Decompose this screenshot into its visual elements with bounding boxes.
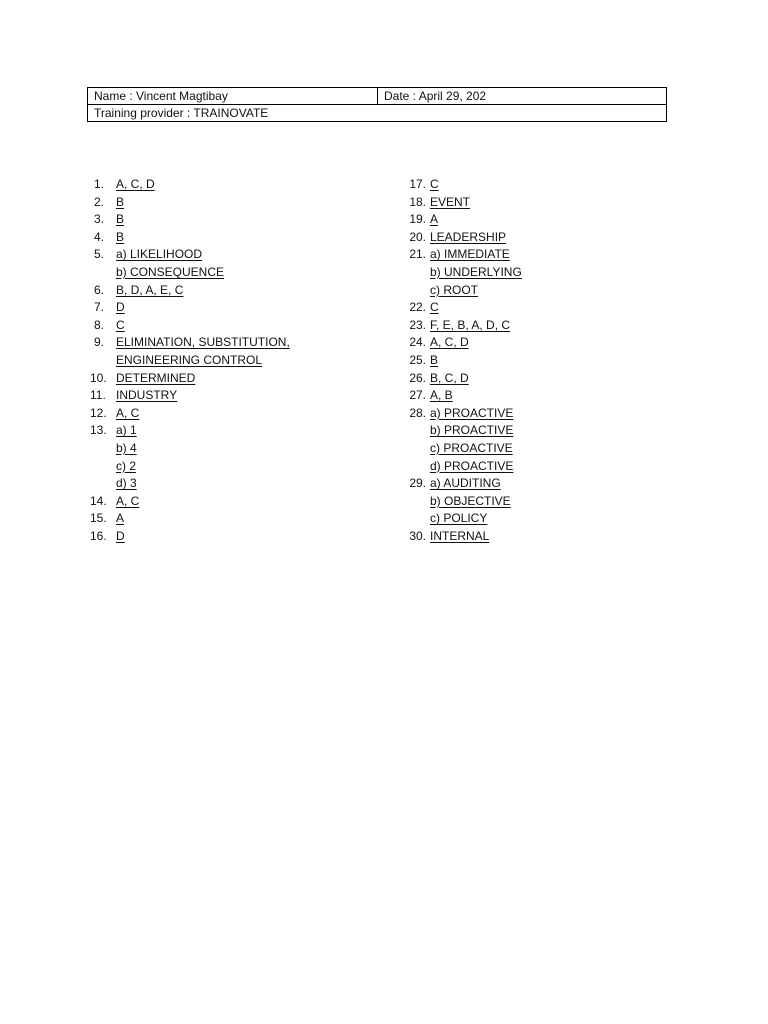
- answer-line: [430, 317, 510, 335]
- answer-line: [116, 352, 290, 370]
- answer-text: B, D, A, E, C: [116, 282, 184, 297]
- answer-line: [430, 458, 513, 476]
- answer-item: [404, 528, 522, 546]
- answer-line: [430, 264, 522, 282]
- answer-text: A, C: [116, 493, 140, 508]
- answer-text: INTERNAL: [430, 528, 490, 543]
- answer-lines: [116, 370, 195, 388]
- answer-line: [430, 334, 469, 352]
- answer-item: [404, 475, 522, 528]
- answer-number: 2.: [93, 194, 104, 209]
- answer-line: [430, 440, 513, 458]
- answer-lines: [116, 405, 139, 423]
- answer-text: B: [116, 194, 125, 209]
- answer-text: a) AUDITING: [430, 476, 501, 491]
- answer-lines: [430, 194, 470, 212]
- answer-text: b) UNDERLYING: [430, 264, 522, 279]
- answer-item: [90, 510, 290, 528]
- answer-lines: [116, 422, 137, 492]
- answer-line: [116, 176, 155, 194]
- answer-line: [116, 440, 137, 458]
- answer-text: c) ROOT: [430, 282, 478, 297]
- answer-text: a) 1: [116, 423, 137, 438]
- answer-number: 25.: [409, 352, 426, 367]
- answer-number: 26.: [409, 370, 426, 385]
- answer-text: B: [116, 229, 125, 244]
- answer-line: [116, 405, 139, 423]
- answer-item: [404, 246, 522, 299]
- answer-text: INDUSTRY: [116, 388, 178, 403]
- answer-line: [116, 264, 224, 282]
- answer-text: b) OBJECTIVE: [430, 493, 511, 508]
- answer-line: [430, 475, 511, 493]
- answer-number: 20.: [409, 229, 426, 244]
- answer-lines: [430, 246, 522, 299]
- answer-number: 8.: [93, 317, 104, 332]
- answer-text: EVENT: [430, 194, 471, 209]
- answer-line: [430, 422, 513, 440]
- answer-item: [404, 299, 522, 317]
- answer-number: 4.: [93, 229, 104, 244]
- answer-line: [430, 282, 522, 300]
- answer-line: [116, 299, 125, 317]
- answer-line: [430, 493, 511, 511]
- answer-line: [116, 370, 195, 388]
- answer-lines: [430, 405, 513, 475]
- answer-line: [116, 317, 125, 335]
- answer-text: b) CONSEQUENCE: [116, 264, 225, 279]
- answer-number: 29.: [409, 476, 426, 491]
- answer-text: a) IMMEDIATE: [430, 247, 510, 262]
- answer-text: ELIMINATION, SUBSTITUTION,: [116, 335, 290, 350]
- answer-line: [116, 334, 290, 352]
- answer-item: [90, 246, 290, 281]
- answer-item: [90, 370, 290, 388]
- answer-number: 11.: [90, 388, 106, 403]
- answer-item: [90, 282, 290, 300]
- answer-number: 17.: [409, 177, 426, 191]
- answer-number: 3.: [93, 212, 104, 227]
- answer-number: 16.: [90, 528, 107, 543]
- answer-text: ENGINEERING CONTROL: [116, 352, 263, 367]
- answer-item: [90, 493, 290, 511]
- answer-text: D: [116, 528, 125, 543]
- answer-lines: [116, 211, 124, 229]
- answer-item: [90, 387, 290, 405]
- answer-item: [404, 370, 522, 388]
- answer-lines: [430, 370, 469, 388]
- answer-line: [430, 405, 513, 423]
- answer-number: 6.: [93, 282, 104, 297]
- answer-item: [404, 229, 522, 247]
- answer-text: B: [430, 352, 439, 367]
- answer-item: [90, 334, 290, 369]
- answer-line: [430, 211, 438, 229]
- answer-line: [430, 387, 453, 405]
- answer-text: B: [116, 212, 125, 227]
- answer-lines: [116, 528, 125, 546]
- answer-number: 30.: [409, 528, 426, 543]
- answer-line: [430, 510, 511, 528]
- answers-right-column: [404, 176, 522, 545]
- answer-lines: [116, 299, 125, 317]
- answer-lines: [116, 317, 125, 335]
- answer-line: [116, 422, 137, 440]
- answer-text: c) 2: [116, 458, 137, 473]
- answer-lines: [430, 299, 439, 317]
- answer-lines: [430, 334, 469, 352]
- answer-line: [430, 299, 439, 317]
- name-cell: Name : Vincent Magtibay: [88, 88, 378, 105]
- answer-lines: [116, 510, 124, 528]
- header-row: [88, 105, 667, 122]
- answer-lines: [116, 493, 139, 511]
- answer-line: [116, 282, 183, 300]
- answer-line: [116, 229, 124, 247]
- answer-text: C: [430, 177, 439, 191]
- answer-number: 27.: [409, 388, 426, 403]
- answer-lines: [430, 352, 438, 370]
- answer-text: c) POLICY: [430, 511, 488, 526]
- answer-number: 12.: [90, 405, 107, 420]
- answer-line: [430, 528, 489, 546]
- answer-lines: [430, 475, 511, 528]
- answer-text: A, B: [430, 388, 453, 403]
- answer-text: DETERMINED: [116, 370, 196, 385]
- provider-cell: Training provider : TRAINOVATE: [88, 105, 667, 122]
- answers-left-column: [90, 176, 290, 545]
- answer-lines: [116, 246, 224, 281]
- answer-text: C: [116, 317, 125, 332]
- answer-item: [90, 528, 290, 546]
- answer-line: [116, 194, 124, 212]
- answer-number: 21.: [409, 247, 426, 262]
- answer-item: [404, 176, 522, 194]
- answer-line: [116, 387, 177, 405]
- answer-lines: [430, 229, 506, 247]
- answer-number: 7.: [93, 300, 104, 315]
- answer-line: [430, 352, 438, 370]
- answer-text: D: [116, 300, 125, 315]
- answer-lines: [116, 387, 177, 405]
- answer-text: c) PROACTIVE: [430, 440, 513, 455]
- answer-text: d) PROACTIVE: [430, 458, 514, 473]
- answer-number: 24.: [409, 335, 426, 350]
- answer-item: [90, 299, 290, 317]
- answer-text: b) PROACTIVE: [430, 423, 514, 438]
- answer-lines: [430, 387, 453, 405]
- answer-item: [90, 194, 290, 212]
- answer-text: a) LIKELIHOOD: [116, 247, 203, 262]
- answer-number: 22.: [409, 300, 426, 315]
- answer-lines: [116, 334, 290, 369]
- answer-lines: [116, 176, 155, 194]
- answer-item: [404, 317, 522, 335]
- header-row: [88, 88, 667, 105]
- answer-number: 18.: [409, 194, 426, 209]
- answer-item: [90, 405, 290, 423]
- answer-lines: [430, 528, 489, 546]
- answer-line: [116, 246, 224, 264]
- answer-text: A, C, D: [116, 177, 155, 191]
- answer-number: 10.: [90, 370, 107, 385]
- answer-line: [430, 229, 506, 247]
- answer-text: A: [116, 511, 125, 526]
- answer-lines: [430, 317, 510, 335]
- answer-text: a) PROACTIVE: [430, 405, 514, 420]
- answer-item: [404, 211, 522, 229]
- answer-number: 28.: [409, 405, 426, 420]
- answer-line: [430, 246, 522, 264]
- answer-text: C: [430, 300, 439, 315]
- answer-line: [116, 510, 124, 528]
- answer-line: [116, 493, 139, 511]
- answer-line: [116, 211, 124, 229]
- answer-text: A: [430, 212, 439, 227]
- answer-line: [430, 370, 469, 388]
- answer-line: [116, 475, 137, 493]
- date-cell: Date : April 29, 202: [378, 88, 667, 105]
- answer-line: [430, 194, 470, 212]
- answer-item: [404, 387, 522, 405]
- answer-number: 9.: [93, 335, 104, 350]
- answer-text: B, C, D: [430, 370, 469, 385]
- answer-text: A, C: [116, 405, 140, 420]
- answer-lines: [116, 282, 183, 300]
- answer-item: [90, 317, 290, 335]
- answer-text: d) 3: [116, 476, 137, 491]
- answer-item: [404, 405, 522, 475]
- answer-item: [90, 176, 290, 194]
- header-table: [87, 87, 667, 122]
- answer-item: [90, 211, 290, 229]
- answer-lines: [430, 211, 438, 229]
- answer-lines: [116, 229, 124, 247]
- answer-item: [404, 334, 522, 352]
- answer-number: 14.: [90, 493, 107, 508]
- answer-lines: [116, 194, 124, 212]
- answer-number: 19.: [409, 212, 426, 227]
- answer-number: 1.: [93, 177, 104, 191]
- answer-number: 15.: [90, 511, 107, 526]
- answer-lines: [430, 176, 439, 194]
- answer-text: LEADERSHIP: [430, 229, 507, 244]
- answer-text: b) 4: [116, 440, 137, 455]
- answer-line: [116, 528, 125, 546]
- answer-number: 13.: [90, 423, 107, 438]
- answer-line: [116, 458, 137, 476]
- answer-item: [90, 422, 290, 492]
- answer-number: 5.: [93, 247, 104, 262]
- answer-item: [404, 352, 522, 370]
- answer-line: [430, 176, 439, 194]
- answer-item: [404, 194, 522, 212]
- answer-item: [90, 229, 290, 247]
- answer-text: A, C, D: [430, 335, 469, 350]
- answer-number: 23.: [409, 317, 426, 332]
- answer-text: F, E, B, A, D, C: [430, 317, 511, 332]
